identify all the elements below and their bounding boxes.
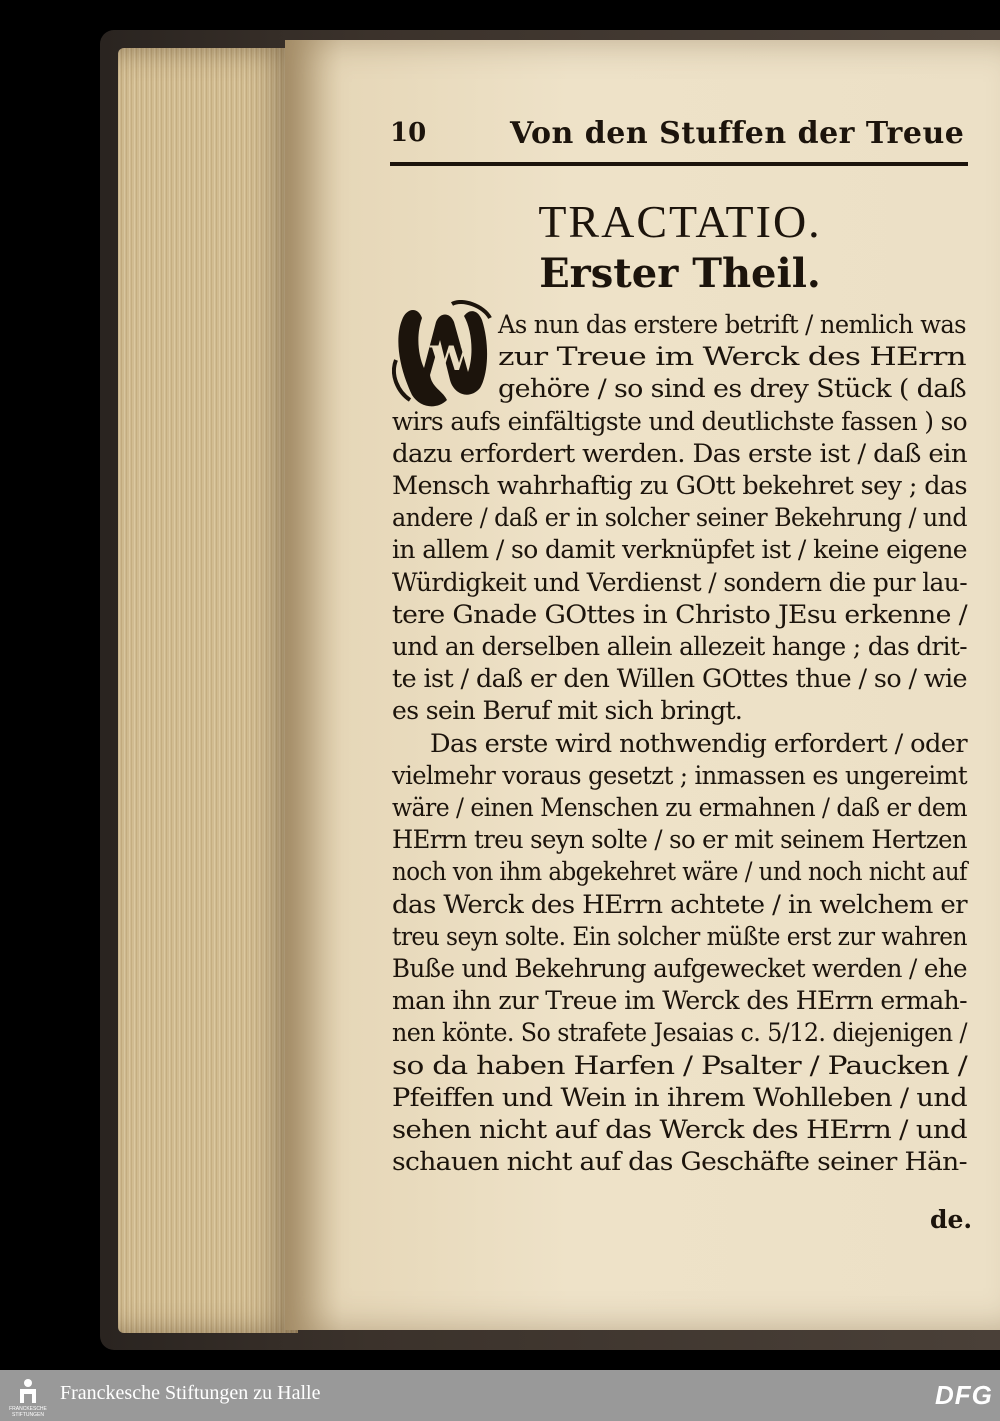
svg-text:STIFTUNGEN: STIFTUNGEN — [12, 1412, 44, 1417]
section-heading: TRACTATIO. — [538, 196, 822, 247]
text-line: schauen nicht auf das Geschäfte seiner Hän- — [392, 1147, 967, 1177]
dropcap-ornament — [392, 300, 494, 412]
svg-text:W: W — [430, 339, 469, 379]
dfg-logo: DFG — [935, 1380, 993, 1410]
running-head-title: Von den Stuffen der Treue — [510, 116, 965, 151]
footer-bar — [0, 1370, 1000, 1421]
text-line: dazu erfordert werden. Das erste ist / daß ein — [392, 438, 967, 468]
text-line: wirs aufs einfältigste und deutlichste fassen ) so — [392, 406, 967, 436]
text-line: tere Gnade GOttes in Christo JEsu erkenne / — [392, 599, 967, 629]
text-line: Mensch wahrhaftig zu GOtt bekehret sey ; das — [392, 471, 967, 500]
text-line: Würdigkeit und Verdienst / sondern die pur lau- — [392, 567, 967, 597]
catchword: de. — [930, 1205, 973, 1234]
head-rule — [390, 162, 968, 166]
page-edges — [118, 48, 298, 1333]
text-line: Pfeiffen und Wein in ihrem Wohlleben / und — [392, 1082, 967, 1112]
text-line: und an derselben allein allezeit hange ; das drit- — [392, 632, 967, 661]
section-subheading: Erster Theil. — [539, 250, 821, 297]
text-line: in allem / so damit verknüpfet ist / keine eigene — [392, 535, 967, 565]
text-line: das Werck des HErrn achtete / in welchem er — [392, 889, 967, 919]
text-line: wäre / einen Menschen zu ermahnen / daß er dem — [392, 793, 967, 822]
text-line: treu seyn solte. Ein solcher müßte erst zur wahren — [392, 921, 967, 951]
svg-text:FRANCKESCHE: FRANCKESCHE — [9, 1406, 47, 1412]
text-line: HErrn treu seyn solte / so er mit seinem Hertzen — [392, 825, 967, 855]
text-line: As nun das erstere betrift / nemlich was — [498, 310, 966, 339]
text-line: vielmehr voraus gesetzt ; inmassen es ungereimt — [392, 760, 967, 790]
text-line: so da haben Harfen / Psalter / Paucken / — [392, 1050, 967, 1080]
text-line: gehöre / so sind es drey Stück ( daß — [498, 374, 966, 404]
text-line: nen könte. So strafete Jesaias c. 5/12. diejenigen / — [392, 1018, 967, 1048]
text-line: andere / daß er in solcher seiner Bekehrung / und — [392, 503, 967, 533]
text-line: man ihn zur Treue im Werck des HErrn ermah- — [392, 986, 967, 1016]
page-number: 10 — [390, 118, 427, 148]
text-line: te ist / daß er den Willen GOttes thue / so / wie — [392, 664, 967, 694]
text-line: noch von ihm abgekehret wäre / und noch nicht auf — [392, 857, 967, 887]
text-line: sehen nicht auf das Werck des HErrn / und — [392, 1115, 967, 1144]
franckesche-stiftungen-logo — [8, 1375, 48, 1417]
running-head — [390, 118, 970, 158]
text-line: Das erste wird nothwendig erfordert / oder — [430, 728, 967, 758]
text-line: zur Treue im Werck des HErrn — [498, 342, 966, 372]
institution-name: Franckesche Stiftungen zu Halle — [60, 1382, 321, 1404]
text-line: Buße und Bekehrung aufgewecket werden / ehe — [392, 954, 967, 983]
text-line: es sein Beruf mit sich bringt. — [392, 696, 743, 726]
